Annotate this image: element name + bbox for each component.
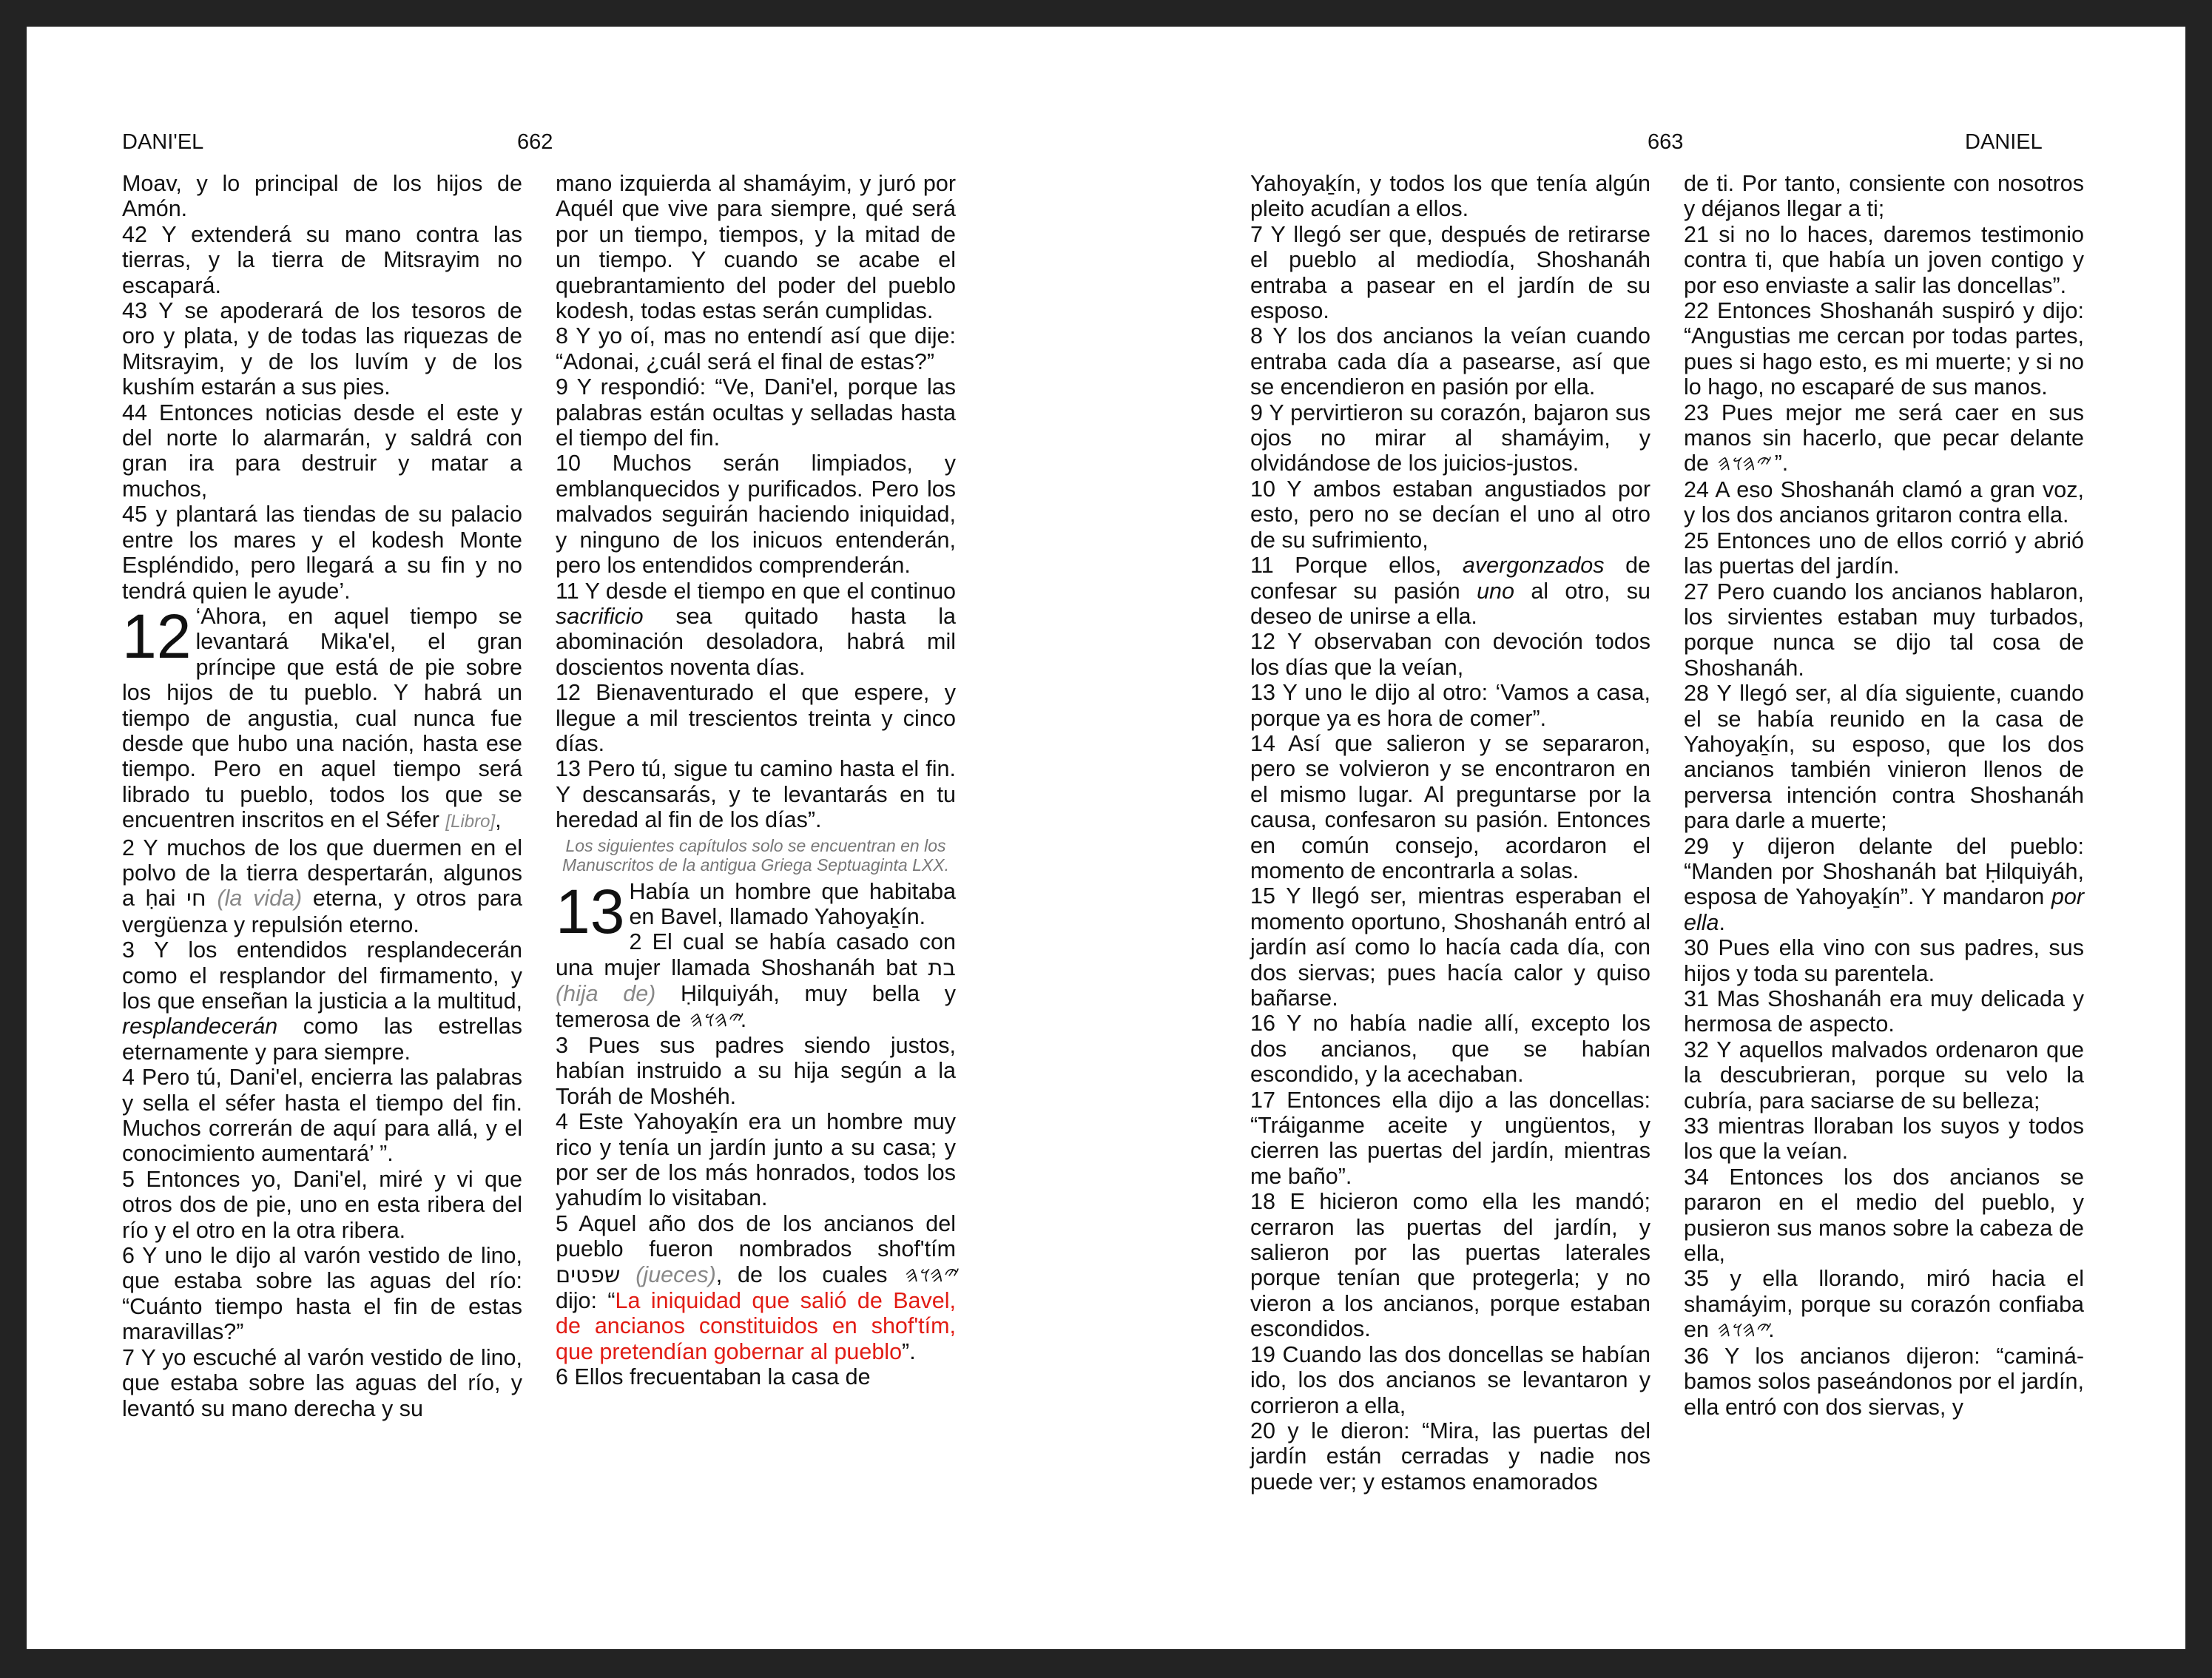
- left-column-2: [556, 171, 956, 1390]
- verse-text: como las estrellas eternamente y para siempre.: [122, 1014, 522, 1065]
- gloss-note: (hija de): [556, 981, 656, 1007]
- verse: 13 Pero tú, sigue tu camino hasta el fin. Y descansarás, y te levantarás en tu heredad al fin de los días”.: [556, 756, 956, 833]
- verse: 17 Entonces ella dijo a las doncellas: “Tráiganme aceite y ungüentos, y cierren las puertas del jardín, mientras me baño”.: [1250, 1087, 1650, 1189]
- verse-text: 3 Y los entendidos resplandecerán como el resplandor del firmamento, y los que enseñan la justicia a la multitud,: [122, 937, 522, 1014]
- running-head-left: DANI'EL: [122, 130, 204, 154]
- verse: [556, 579, 956, 681]
- hebrew-word: בת: [928, 954, 956, 981]
- verse: 30 Pues ella vino con sus padres, sus hijos y toda su parentela.: [1684, 935, 2084, 986]
- verse: Había un hombre que habitaba en Bavel, llamado Yahoyaḵín.: [629, 878, 956, 929]
- verse-text: 29 y dijeron delante del pueblo: “Manden por Shoshanáh bat Ḥilquiyáh, esposa de Yahoyaḵín”. Y mandaron: [1684, 833, 2084, 910]
- verse: 12 Y observaban con devoción todos los días que la veían,: [1250, 629, 1650, 680]
- emphasis: avergonzados: [1462, 553, 1605, 579]
- page-number-right: 663: [1648, 130, 1684, 154]
- hebrew-word: שפטים: [556, 1261, 621, 1288]
- verse: 3 Pues sus padres siendo justos, habían instruido a su hija según a la Toráh de Moshéh.: [556, 1033, 956, 1109]
- verse: ‘Ahora, en aquel tiempo se levantará Mika'el, el gran príncipe que está de pie sobre los hijos de tu pueblo. Y habrá un tiempo de angustia, cual nunca fue desde que hubo una nación, hasta ese tiempo. Pero en aquel tiempo será librado tu pueblo, todos los que se encuentren inscritos en el Séfer: [122, 603, 522, 833]
- verse: 45 y plantará las tiendas de su palacio entre los mares y el kodesh Monte Espléndido, pero llegará a su fin y no tendrá quien le ayude’.: [122, 502, 522, 604]
- verse-text: 23 Pues mejor me será caer en sus manos sin hacerlo, que pecar delante de: [1684, 400, 2084, 476]
- verse-text: 2 El cual se había casado con una mujer llamada Shoshanáh bat: [556, 929, 956, 980]
- verse: 24 A eso Shoshanáh clamó a gran voz, y los dos ancianos gritaron contra ella.: [1684, 476, 2084, 528]
- verse: 7 Y llegó ser que, después de retirarse el pueblo al mediodía, Shoshanáh entraba a pasear en el jardín de su esposo.: [1250, 221, 1650, 324]
- verse: 7 Y yo escuché al varón vestido de lino, que estaba sobre las aguas del río, y levantó su mano derecha y su: [122, 1344, 522, 1421]
- verse-text: 11 Porque ellos,: [1250, 553, 1442, 579]
- gloss-note: (la vida): [217, 886, 303, 912]
- verse-text: dijo: “: [556, 1288, 616, 1314]
- verse: mano izquierda al shamáyim, y juró por Aquél que vive para siempre, qué será por un tiempo, tiempos, y la mitad de un tiempo. Y cuando se acabe el quebrantamiento del poder del pueblo kodesh, todas estas serán cumplidas.: [556, 171, 956, 324]
- verse: 16 Y no había nadie allí, excepto los dos ancianos, que se habían escondido, y la acechaban.: [1250, 1011, 1650, 1088]
- verse-text: sea quitado hasta la abominación desoladora, habrá mil doscientos noventa días.: [556, 603, 956, 680]
- divine-name-glyph: 𐤉𐤄𐤅𐤄: [1715, 1317, 1769, 1344]
- verse: [122, 835, 522, 938]
- verse: 32 Y aquellos malvados ordenaron que la descubrieran, porque su velo la cubría, para saciarse de su belleza;: [1684, 1037, 2084, 1113]
- verse: 14 Así que salieron y se separaron, pero se volvieron y se encontraron en el mismo lugar. Al preguntarse por la causa, confesaron su pasión. Entonces en común consejo, acordaron el momento de encontrarla a solas.: [1250, 730, 1650, 883]
- verse: 15 Y llegó ser, mientras esperaban el momento oportuno, Shoshanáh entró al jardín así como lo hacía cada día, con dos siervas; pues hacía calor y quiso bañarse.: [1250, 883, 1650, 1011]
- verse: 4 Este Yahoyaḵín era un hombre muy rico y tenía un jardín junto a su casa; y por ser de los más honrados, todos los yahudím lo visitaban.: [556, 1109, 956, 1211]
- chapter-13-start: [556, 876, 956, 946]
- verse-text: .: [1719, 909, 1725, 935]
- verse: 31 Mas Shoshanáh era muy delicada y hermosa de aspecto.: [1684, 986, 2084, 1037]
- verse: 20 y le dieron: “Mira, las puertas del jardín están cerradas y nadie nos puede ver; y estamos enamorados: [1250, 1418, 1650, 1495]
- gloss-note: (jueces): [635, 1261, 716, 1287]
- verse: Yahoyaḵín, y todos los que tenía algún pleito acudían a ellos.: [1250, 171, 1650, 222]
- verse-text: 2 Y muchos de los que duermen en el polvo de la tierra despertarán, algunos a ḥai: [122, 835, 522, 912]
- verse-text: 5 Aquel año dos de los ancianos del pueblo fueron nombrados shof'tím: [556, 1210, 956, 1262]
- verse-text: al otro, su deseo de unirse a ella.: [1250, 578, 1650, 629]
- emphasis: por ella: [1684, 884, 2084, 935]
- verse: 33 mientras lloraban los suyos y todos los que la veían.: [1684, 1113, 2084, 1165]
- running-head-right: DANIEL: [1965, 130, 2043, 154]
- left-page: [27, 27, 1106, 1649]
- verse: [1684, 834, 2084, 936]
- verse: 36 Y los ancianos dijeron: “caminá-bamos solos paseándonos por el jardín, ella entró con dos siervas, y: [1684, 1343, 2084, 1420]
- lxx-note: Los siguientes capítulos solo se encuentran en los Manuscritos de la antigua Griega Septuaginta LXX.: [562, 835, 949, 875]
- verse: [1250, 553, 1650, 629]
- verse: 18 E hicieron como ella les mandó; cerraron las puertas del jardín, y salieron por las puertas laterales porque tenían que protegerla; y no vieron a los ancianos, porque estaban escondidos.: [1250, 1189, 1650, 1342]
- emphasis: sacrificio: [556, 603, 644, 629]
- verse: 6 Y uno le dijo al varón vestido de lino, que estaba sobre las aguas del río: “Cuánto tiempo hasta el fin de estas maravillas?”: [122, 1243, 522, 1345]
- verse: de ti. Por tanto, consiente con nosotros y déjanos llegar a ti;: [1684, 171, 2084, 222]
- verse: 28 Y llegó ser, al día siguiente, cuando el se había reunido en la casa de Yahoyaḵín, su esposo, que los dos ancianos también vinieron llenos de perversa intención contra Shoshanáh para darle a muerte;: [1684, 681, 2084, 834]
- verse-text: de confesar su pasión: [1250, 553, 1650, 604]
- divine-name-glyph: 𐤉𐤄𐤅𐤄: [687, 1006, 741, 1033]
- verse-text: 11 Y desde el tiempo en que el continuo: [556, 578, 956, 604]
- right-column-2: [1684, 171, 2084, 1420]
- left-column-1: [122, 171, 522, 1421]
- verse: 27 Pero cuando los ancianos hablaron, los sirvientes estaban muy turbados, porque nunca se dijo tal cosa de Shoshanáh.: [1684, 579, 2084, 681]
- verse: 12 Bienaventurado el que espere, y llegue a mil trescientos treinta y cinco días.: [556, 680, 956, 756]
- verse: 42 Y extenderá su mano contra las tierras, y la tierra de Mitsrayim no escapará.: [122, 221, 522, 298]
- red-letter-text: La iniquidad que salió de Bavel, de ancianos constituidos en shof'tím, que pretendían gobernar al pueblo: [556, 1288, 956, 1364]
- verse: 10 Muchos serán limpiados, y emblanquecidos y purificados. Pero los malvados seguirán haciendo iniquidad, y ninguno de los inicuos entenderán, pero los entendidos comprenderán.: [556, 451, 956, 579]
- verse: 8 Y yo oí, mas no entendí así que dije: “Adonai, ¿cuál será el final de estas?”: [556, 323, 956, 374]
- verse: 35 y ella llorando, miró hacia el shamáyim, porque su corazón confiaba en 𐤉𐤄𐤅𐤄.: [1684, 1266, 2084, 1344]
- verse: 9 Y pervirtieron su corazón, bajaron sus ojos no mirar al shamáyim, y olvidándose de los juicios-justos.: [1250, 400, 1650, 476]
- verse-text: 35 y ella llorando, miró hacia el shamáyim, porque su corazón confiaba en: [1684, 1266, 2084, 1343]
- verse: 21 si no lo haces, daremos testimonio contra ti, que había un joven contigo y por eso enviaste a salir las doncellas”.: [1684, 221, 2084, 298]
- chapter-number-12: 12: [122, 601, 192, 671]
- verse: 2 El cual se había casado con una mujer llamada Shoshanáh bat בת (hija de) Ḥilquiyáh, muy bella y temerosa de 𐤉𐤄𐤅𐤄.: [556, 929, 956, 1033]
- verse: 13 Y uno le dijo al otro: ‘Vamos a casa, porque ya es hora de comer”.: [1250, 680, 1650, 731]
- verse: 8 Y los dos ancianos la veían cuando entraba cada día a pasearse, así que se encendieron en pasión por ella.: [1250, 323, 1650, 400]
- verse-text: eterna, y otros para vergüenza y repulsión eterno.: [122, 886, 522, 937]
- verse-text: ”.: [1774, 451, 1789, 476]
- verse: 43 Y se apoderará de los tesoros de oro y plata, y de todas las riquezas de Mitsrayim, y de los luvím y de los kushím estarán a sus pies.: [122, 298, 522, 400]
- verse: 22 Entonces Shoshanáh suspiró y dijo: “Angustias me cercan por todas partes, pues si hago esto, es mi muerte; y si no lo hago, no escaparé de sus manos.: [1684, 298, 2084, 400]
- verse: 4 Pero tú, Dani'el, encierra las palabras y sella el séfer hasta el tiempo del fin. Muchos correrán de aquí para allá, y el conocimiento aumentará’ ”.: [122, 1065, 522, 1167]
- verse: 10 Y ambos estaban angustiados por esto, pero no se decían el uno al otro de su sufrimiento,: [1250, 476, 1650, 553]
- verse-text: ”.: [902, 1338, 916, 1364]
- verse: 25 Entonces uno de ellos corrió y abrió las puertas del jardín.: [1684, 528, 2084, 579]
- emphasis: uno: [1477, 578, 1514, 604]
- right-column-1: [1250, 171, 1650, 1495]
- verse: [556, 1211, 956, 1364]
- verse: 6 Ellos frecuentaban la casa de: [556, 1364, 871, 1390]
- chapter-12-start: 12 ‘Ahora, en aquel tiempo se levantará Mika'el, el gran príncipe que está de pie sobre los hijos de tu pueblo. Y habrá un tiempo de angustia, cual nunca fue desde que hubo una nación, hasta ese tiempo. Pero en aquel tiempo será librado tu pueblo, todos los que se encuentren inscritos en el Séfer [Libro],: [122, 601, 522, 833]
- right-page: [1106, 27, 2185, 1649]
- libro-note: [Libro]: [445, 812, 496, 832]
- verse: 34 Entonces los dos ancianos se pararon en el medio del pueblo, y pusieron sus manos sobre la cabeza de ella,: [1684, 1164, 2084, 1267]
- divine-name-glyph: 𐤉𐤄𐤅𐤄: [1715, 451, 1769, 477]
- verse-text: Ḥilquiyáh, muy bella y temerosa de: [556, 981, 956, 1032]
- verse-text: , de los cuales: [715, 1261, 888, 1287]
- verse: [1684, 400, 2084, 477]
- chapter-number-13: 13: [556, 876, 625, 946]
- verse: 5 Entonces yo, Dani'el, miré y vi que otros dos de pie, uno en esta ribera del río y el otro en la otra ribera.: [122, 1166, 522, 1243]
- verse: 19 Cuando las dos doncellas se habían ido, los dos ancianos se levantaron y corrieron a ella,: [1250, 1341, 1650, 1418]
- divine-name-glyph: 𐤉𐤄𐤅𐤄: [903, 1261, 956, 1288]
- verse: 9 Y respondió: “Ve, Dani'el, porque las palabras están ocultas y selladas hasta el tiempo del fin.: [556, 374, 956, 451]
- emphasis: resplandecerán: [122, 1014, 278, 1040]
- verse: 44 Entonces noticias desde el este y del norte lo alarmarán, y saldrá con gran ira para destruir y matar a muchos,: [122, 400, 522, 502]
- page-number-left: 662: [517, 130, 553, 154]
- verse: Moav, y lo principal de los hijos de Amón.: [122, 171, 522, 222]
- hebrew-word: חי: [186, 886, 206, 912]
- verse: [122, 937, 522, 1065]
